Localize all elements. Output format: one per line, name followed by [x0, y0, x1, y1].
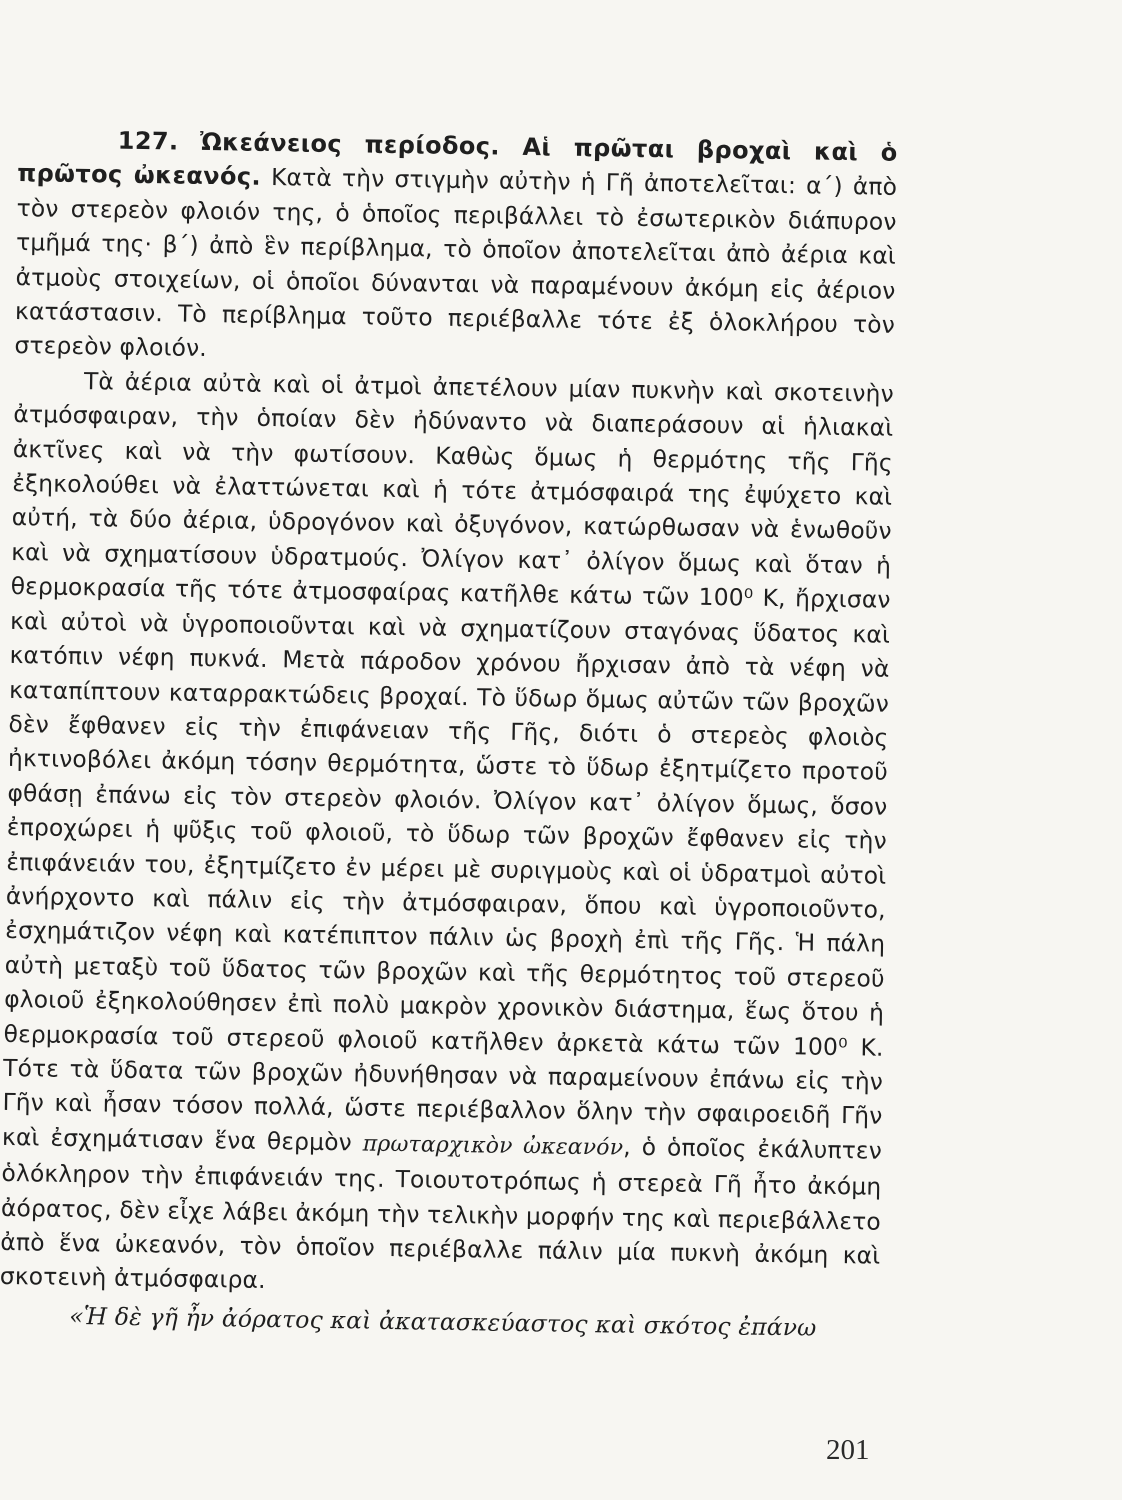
paragraph-2-end: , ὁ ὁποῖος ἐκάλυπτεν ὁλόκληρον τὴν ἐπιφάνειάν της. Τοιουτοτρόπως ἡ στερεὰ Γῆ ἦτο ἀκόμη ἀόρατος, δὲν εἶχε λάβει ἀκόμη τὴν τελικὴν μορφήν της καὶ περιεβάλλετο ἀπὸ ἕνα ὠκεανόν, τὸν ὁποῖον περιέβαλλε πάλιν μία πυκνὴ ἀκόμη καὶ σκοτεινὴ ἀτμόσφαιρα. [0, 1132, 883, 1295]
emphasis-primordial-ocean: πρωταρχικὸν ὠκεανόν [362, 1131, 624, 1161]
body-text [0, 122, 898, 1346]
paragraph-1 [14, 122, 898, 377]
page-number: 201 [826, 1434, 870, 1466]
paragraph-1-text: Κατὰ τὴν στιγμὴν αὐτὴν ἡ Γῆ ἀποτελεῖται: α΄) ἀπὸ τὸν στερεὸν φλοιόν της, ὁ ὁποῖος περιβάλλει τὸ ἐσωτερικὸν διάπυρον τμῆμά της· β΄) ἀπὸ ἓν περίβλημα, τὸ ὁποῖον ἀποτελεῖται ἀπὸ ἀέρια καὶ ἀτμοὺς στοιχείων, οἱ ὁποῖοι δύνανται νὰ παραμένουν ἀκόμη εἰς ἀέριον κατάστασιν. Τὸ περίβλημα τοῦτο περιέβαλλε τότε ἐξ ὁλοκλήρου τὸν στερεὸν φλοιόν. [14, 163, 898, 363]
section-heading: Ὠκεάνειος περίοδος. Αἱ πρῶται βροχαὶ καὶ ὁ πρῶτος ὠκεανός. [16, 127, 898, 192]
paragraph-2-text: Τὰ ἀέρια αὐτὰ καὶ οἱ ἀτμοὶ ἀπετέλουν μίαν πυκνὴν καὶ σκοτεινὴν ἀτμόσφαιραν, τὴν ὁποίαν δὲν ἠδύναντο νὰ διαπεράσουν αἱ ἡλιακαὶ ἀκτῖνες καὶ νὰ τὴν φωτίσουν. Καθὼς ὅμως ἡ θερμότης τῆς Γῆς ἐξηκολούθει νὰ ἐλαττώνεται καὶ ἡ τότε ἀτμόσφαιρά της ἐψύχετο καὶ αὐτή, τὰ δύο ἀέρια, ὑδρογόνον καὶ ὀξυγόνον, κατώρθωσαν νὰ ἑνωθοῦν καὶ νὰ σχηματίσουν ὑδρατμούς. Ὀλίγον κατ᾽ ὀλίγον ὅμως καὶ ὅταν ἡ θερμοκρασία τῆς τότε ἀτμοσφαίρας κατῆλθε κάτω τῶν 100⁰ Κ, ἤρχισαν καὶ αὐτοὶ νὰ ὑγροποιοῦνται καὶ νὰ σχηματίζουν σταγόνας ὕδατος καὶ κατόπιν νέφη πυκνά. Μετὰ πάροδον χρόνου ἤρχισαν ἀπὸ τὰ νέφη νὰ καταπίπτουν καταρρακτώδεις βροχαί. Τὸ ὕδωρ ὅμως αὐτῶν τῶν βροχῶν δὲν ἔφθανεν εἰς τὴν ἐπιφάνειαν τῆς Γῆς, διότι ὁ στερεὸς φλοιὸς ἠκτινοβόλει ἀκόμη τόσην θερμότητα, ὥστε τὸ ὕδωρ ἐξητμίζετο προτοῦ φθάσῃ ἐπάνω εἰς τὸν στερεὸν φλοιόν. Ὀλίγον κατ᾽ ὀλίγον ὅμως, ὅσον ἐπροχώρει ἡ ψῦξις τοῦ φλοιοῦ, τὸ ὕδωρ τῶν βροχῶν ἔφθανεν εἰς τὴν ἐπιφάνειάν του, ἐξητμίζετο ἐν μέρει μὲ συριγμοὺς καὶ οἱ ὑδρατμοὶ αὐτοὶ ἀνήρχοντο καὶ πάλιν εἰς τὴν ἀτμόσφαιραν, ὅπου καὶ ὑγροποιοῦντο, ἐσχημάτιζον νέφη καὶ κατέπιπτον πάλιν ὡς βροχὴ ἐπὶ τῆς Γῆς. Ἡ πάλη αὐτὴ μεταξὺ τοῦ ὕδατος τῶν βροχῶν καὶ τῆς θερμότητος τοῦ στερεοῦ φλοιοῦ ἐξηκολούθησεν ἐπὶ πολὺ μακρὸν χρονικὸν διάστημα, ἕως ὅτου ἡ θερμοκρασία τοῦ στερεοῦ φλοιοῦ κατῆλθεν ἀρκετὰ κάτω τῶν 100⁰ Κ. Τότε τὰ ὕδατα τῶν βροχῶν ἠδυνήθησαν νὰ παραμείνουν ἐπάνω εἰς τὴν Γῆν καὶ ἦσαν τόσον πολλά, ὥστε περιέβαλλον ὅλην τὴν σφαιροειδῆ Γῆν καὶ ἐσχημάτισαν ἕνα θερμὸν [1, 366, 895, 1157]
scripture-quote: «Ἡ δὲ γῆ ἦν ἀόρατος καὶ ἀκατασκεύαστος καὶ σκότος ἐπάνω [69, 1301, 817, 1342]
section-number: 127. [117, 126, 179, 156]
paragraph-2 [0, 363, 894, 1308]
